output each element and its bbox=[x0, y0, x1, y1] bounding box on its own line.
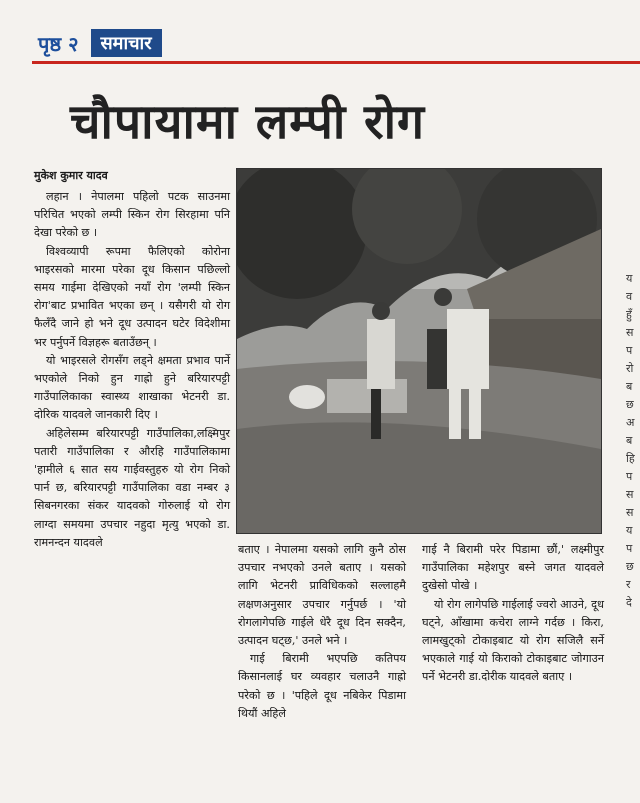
header-rule bbox=[32, 61, 640, 64]
paragraph: यो रोग लागेपछि गाईलाई ज्वरो आउने, दूध घट्ने, आँखामा कचेरा लाग्ने गर्दछ । किरा, लामखुट्को टोकाइबाट यो रोग सजिलै सर्ने भएकाले गाई यो किराको टोकाइबाट जोगाउन पर्ने भेटनरी डा.दोरीक यादवले बताए । bbox=[422, 597, 604, 684]
news-photo bbox=[236, 168, 602, 534]
paragraph: अहिलेसम्म बरियारपट्टी गाउँपालिका,लक्ष्मिपुर पतारी गाउँपालिका र औरहि गाउँपालिकामा 'हामीले ६ सात सय गाईवस्तुहरु यो रोग निको पार्न छ, बरियारपट्टी गाउँपालिका वडा नम्बर ३ सिबनगरका संकर यादवको गोरुलाई यो रोग लाग्दा समयमा उपचार नहुदा मृत्यु भएको डा. रामनन्दन यादवले bbox=[34, 426, 230, 549]
adjacent-column-edge: य व हुँ स प रो ब छ अ ब हि प स स य प छ र दे bbox=[626, 272, 635, 609]
headline: चौपायामा लम्पी रोग bbox=[70, 94, 426, 150]
paragraph: यो भाइरसले रोगसँग लड्ने क्षमता प्रभाव पार्ने भएकोले निको हुन गाह्रो हुने बरियारपट्टी गाउँपालिकाका स्वास्थ्य शाखाका भेटनरी डा. दोरिक यादवले जानकारी दिए । bbox=[34, 353, 230, 422]
byline: मुकेश कुमार यादव bbox=[34, 169, 108, 182]
paragraph: लहान । नेपालमा पहिलो पटक साउनमा परिचित भएको लम्पी स्किन रोग सिरहामा पनि देखा परेको छ । bbox=[34, 190, 230, 240]
article-column-3 bbox=[422, 541, 604, 687]
paragraph: बताए । नेपालमा यसको लागि कुनै ठोस उपचार नभएको उनले बताए । यसको लागि भेटनरी प्राविधिकको सल्लाहमै लक्षणअनुसार उपचार गर्नुपर्छ । 'यो रोगलागेपछि गाईले धेरै दूध दिन सक्दैन, उत्पादन घट्छ,' उनले भने । bbox=[238, 543, 406, 648]
photo-cattle-scene bbox=[237, 169, 601, 533]
article-column-1 bbox=[34, 188, 230, 552]
paragraph: विश्वव्यापी रूपमा फैलिएको कोरोना भाइरसको मारमा परेका दूध किसान पछिल्लो समय गाईमा देखिएको नयाँ रोग 'लम्पी स्किन रोग'बाट प्रभावित भएका छन् । यसैगरी यो रोग फैलँदै जाने हो भने दूध उत्पादन घटेर विदेशीमा भर पर्नुपर्ने विज्ञहरू बताउँछन् । bbox=[34, 244, 230, 349]
paragraph: गाई नै बिरामी परेर पिडामा छौं,' लक्ष्मीपुर गाउँपालिका महेशपुर बस्ने जगत यादवले दुखेसो पोखे । bbox=[422, 543, 604, 593]
page-header bbox=[38, 28, 162, 58]
section-label: समाचार bbox=[91, 29, 162, 57]
article-column-2 bbox=[238, 541, 406, 723]
paragraph: गाई बिरामी भएपछि कतिपय किसानलाई घर व्यवहार चलाउनै गाह्रो परेको छ । 'पहिले दूध नबिकेर पिडामा थियौं अहिले bbox=[238, 652, 406, 720]
page-number: पृष्ठ २ bbox=[38, 31, 79, 56]
